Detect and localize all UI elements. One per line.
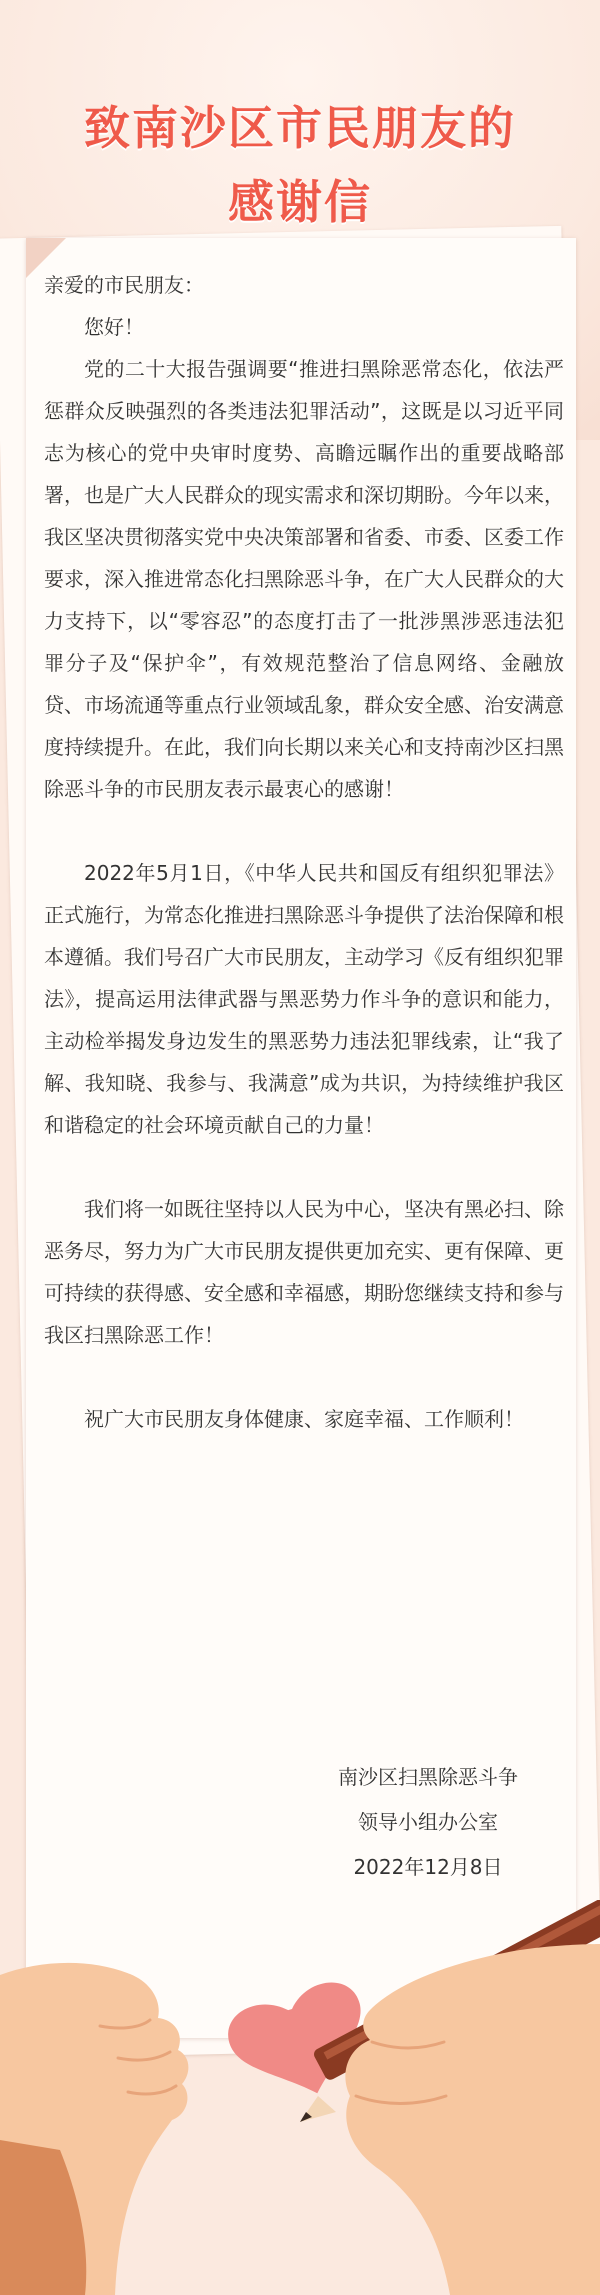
signature-org-line2: 领导小组办公室 — [358, 1810, 498, 1834]
signature-org-line1: 南沙区扫黑除恶斗争 — [338, 1765, 518, 1789]
signature-block — [298, 1755, 558, 1890]
paragraph-3: 我们将一如既往坚持以人民为中心，坚决有黑必扫、除恶务尽，努力为广大市民朋友提供更加充实、更有保障、更可持续的获得感、安全感和幸福感，期盼您继续支持和参与我区扫黑除恶工作！ — [44, 1197, 564, 1347]
hand-icon-left — [0, 1963, 188, 2295]
letter-body — [44, 264, 564, 1440]
page-title-line2: 感谢信 — [228, 175, 372, 229]
page-title-line1: 致南沙区市民朋友的 — [84, 101, 516, 155]
salutation: 亲爱的市民朋友： — [44, 273, 204, 297]
paragraph-1: 党的二十大报告强调要“推进扫黑除恶常态化，依法严惩群众反映强烈的各类违法犯罪活动”，这既是以习近平同志为核心的党中央审时度势、高瞻远瞩作出的重要战略部署，也是广大人民群众的现实需求和深切期盼。今年以来，我区坚决贯彻落实党中央决策部署和省委、市委、区委工作要求，深入推进常态化扫黑除恶斗争，在广大人民群众的大力支持下，以“零容忍”的态度打击了一批涉黑涉恶违法犯罪分子及“保护伞”，有效规范整治了信息网络、金融放贷、市场流通等重点行业领域乱象，群众安全感、治安满意度持续提升。在此，我们向长期以来关心和支持南沙区扫黑除恶斗争的市民朋友表示最衷心的感谢！ — [44, 357, 564, 801]
paragraph-2: 2022年5月1日，《中华人民共和国反有组织犯罪法》正式施行，为常态化推进扫黑除恶斗争提供了法治保障和根本遵循。我们号召广大市民朋友，主动学习《反有组织犯罪法》，提高运用法律武器与黑恶势力作斗争的意识和能力，主动检举揭发身边发生的黑恶势力违法犯罪线索，让“我了解、我知晓、我参与、我满意”成为共识，为持续维护我区和谐稳定的社会环境贡献自己的力量！ — [44, 861, 564, 1137]
hand-icon-right — [345, 1944, 600, 2295]
paragraph-4: 祝广大市民朋友身体健康、家庭幸福、工作顺利！ — [84, 1407, 524, 1431]
signature-date: 2022年12月8日 — [353, 1855, 503, 1879]
greeting: 您好！ — [84, 315, 144, 339]
hands-illustration — [0, 1900, 600, 2295]
